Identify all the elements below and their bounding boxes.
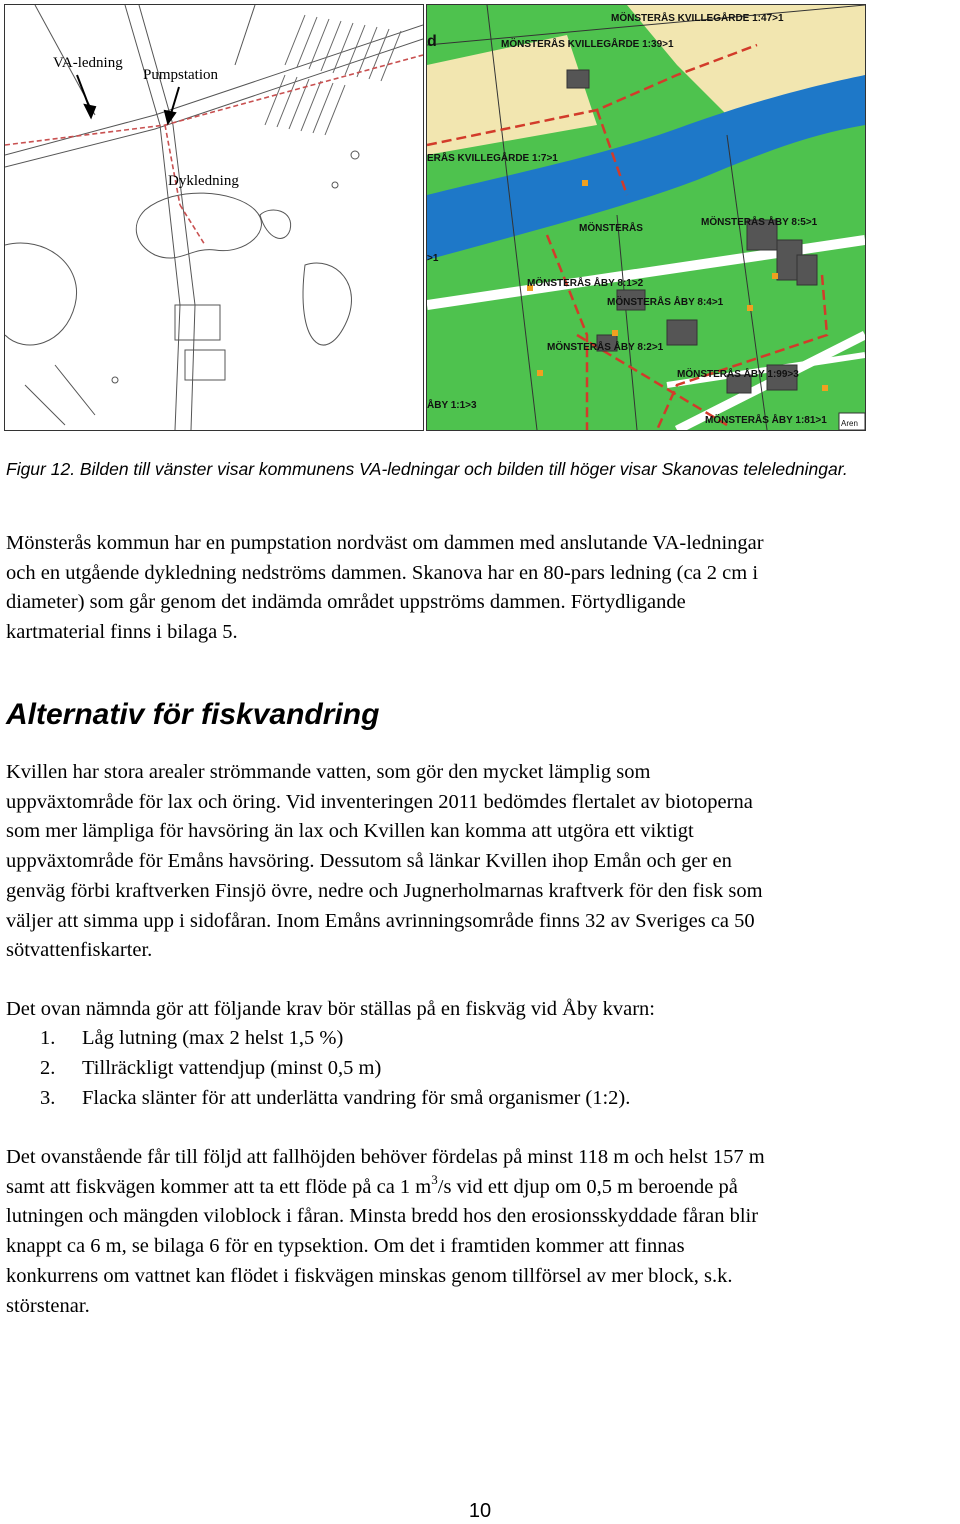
text-line: väljer att simma upp i sidofåran. Inom Emåns avrinningsområde finns 32 av Sveriges ca 50 <box>6 909 755 932</box>
requirement-item <box>40 1024 343 1054</box>
text-line: som mer lämpliga för havsöring än lax och Kvillen kan komma att utgöra ett viktigt <box>6 820 694 843</box>
list-text: Flacka slänter för att underlätta vandring för små organismer (1:2). <box>82 1087 631 1109</box>
list-text: Låg lutning (max 2 helst 1,5 %) <box>82 1027 344 1049</box>
map-label: ÅBY 1:1>3 <box>427 400 477 411</box>
text-line: störstenar. <box>6 1294 90 1317</box>
va-ledning-map <box>4 4 424 431</box>
text-line: och en utgående dykledning nedströms dammen. Skanova har en 80-pars ledning (ca 2 cm i <box>6 561 759 584</box>
figure-caption: Figur 12. Bilden till vänster visar kommunens VA-ledningar och bilden till höger visar Skanovas teleledningar. <box>6 459 848 479</box>
paragraph-kvillen <box>6 758 960 966</box>
text-line: Kvillen har stora arealer strömmande vatten, som gör den mycket lämplig som <box>6 761 651 783</box>
text-line: konkurrens om vattnet kan flödet i fiskvägen minskas genom tillförsel av mer block, s.k. <box>6 1264 733 1287</box>
list-number: 3. <box>40 1087 56 1109</box>
text-line: sötvattenfiskarter. <box>6 939 153 962</box>
map-label: MÖNSTERÅS ÅBY 1:99>3 <box>677 369 799 380</box>
va-ledning-label: VA-ledning <box>53 55 123 71</box>
text-line: genväg förbi kraftverken Finsjö övre, nedre och Jugnerholmarnas kraftverk för den fisk som <box>6 879 763 902</box>
pumpstation-label: Pumpstation <box>143 67 219 83</box>
map-label: ERÅS KVILLEGÅRDE 1:7>1 <box>427 153 558 164</box>
text-line: diameter) som går genom det indämda området uppströms dammen. Förtydligande <box>6 591 686 614</box>
map-label: MÖNSTERÅS <box>579 223 643 234</box>
map-label: MÖNSTERÅS ÅBY 8:1>2 <box>527 278 644 289</box>
map-label: MÖNSTERÅS ÅBY 1:81>1 <box>705 415 827 426</box>
list-text: Tillräckligt vattendjup (minst 0,5 m) <box>82 1057 382 1079</box>
paragraph-fallhojd <box>6 1143 960 1321</box>
requirements-intro: Det ovan nämnda gör att följande krav bör ställas på en fiskväg vid Åby kvarn: <box>6 998 655 1020</box>
map-label: >1 <box>427 253 439 264</box>
text-line: kartmaterial finns i bilaga 5. <box>6 621 238 644</box>
text-line: Det ovanstående får till följd att fallhöjden behöver fördelas på minst 118 m och helst 157 m <box>6 1146 765 1168</box>
list-number: 2. <box>40 1057 56 1079</box>
section-heading: Alternativ för fiskvandring <box>6 698 380 731</box>
map-label: MÖNSTERÅS KVILLEGÅRDE 1:47>1 <box>611 13 784 24</box>
text-line <box>6 1173 960 1203</box>
text-line: Mönsterås kommun har en pumpstation nordväst om dammen med anslutande VA-ledningar <box>6 532 764 554</box>
text-line: knappt ca 6 m, se bilaga 6 för en typsektion. Om det i framtiden kommer att finnas <box>6 1235 685 1258</box>
map-label: MÖNSTERÅS KVILLEGÅRDE 1:39>1 <box>501 39 674 50</box>
text-line: uppväxtområde för Emåns havsöring. Dessutom så länkar Kvillen ihop Emån och ger en <box>6 850 732 873</box>
list-number: 1. <box>40 1027 56 1049</box>
map-label: MÖNSTERÅS ÅBY 8:5>1 <box>701 217 818 228</box>
text-line: lutningen och mängden viloblock i fåran. Minsta bredd hos den erosionsskyddade fåran blir <box>6 1205 759 1228</box>
dykledning-label: Dykledning <box>168 173 239 189</box>
text-segment: samt att fiskvägen kommer att ta ett flöde på ca 1 m <box>6 1175 432 1198</box>
map-label: MÖNSTERÅS ÅBY 8:2>1 <box>547 342 664 353</box>
map-label: MÖNSTERÅS ÅBY 8:4>1 <box>607 297 724 308</box>
teleledning-map <box>426 4 866 431</box>
paragraph-ledningar <box>6 529 960 648</box>
requirement-item <box>40 1084 630 1114</box>
superscript: 3 <box>431 1171 438 1187</box>
map-label: Aren <box>841 419 858 428</box>
text-line: uppväxtområde för lax och öring. Vid inventeringen 2011 bedömdes flertalet av biotoperna <box>6 790 753 813</box>
requirement-item <box>40 1054 381 1084</box>
map-label: d <box>427 33 437 50</box>
text-segment: /s vid ett djup om 0,5 m beroende på <box>437 1175 738 1198</box>
page-number: 10 <box>468 1500 492 1522</box>
